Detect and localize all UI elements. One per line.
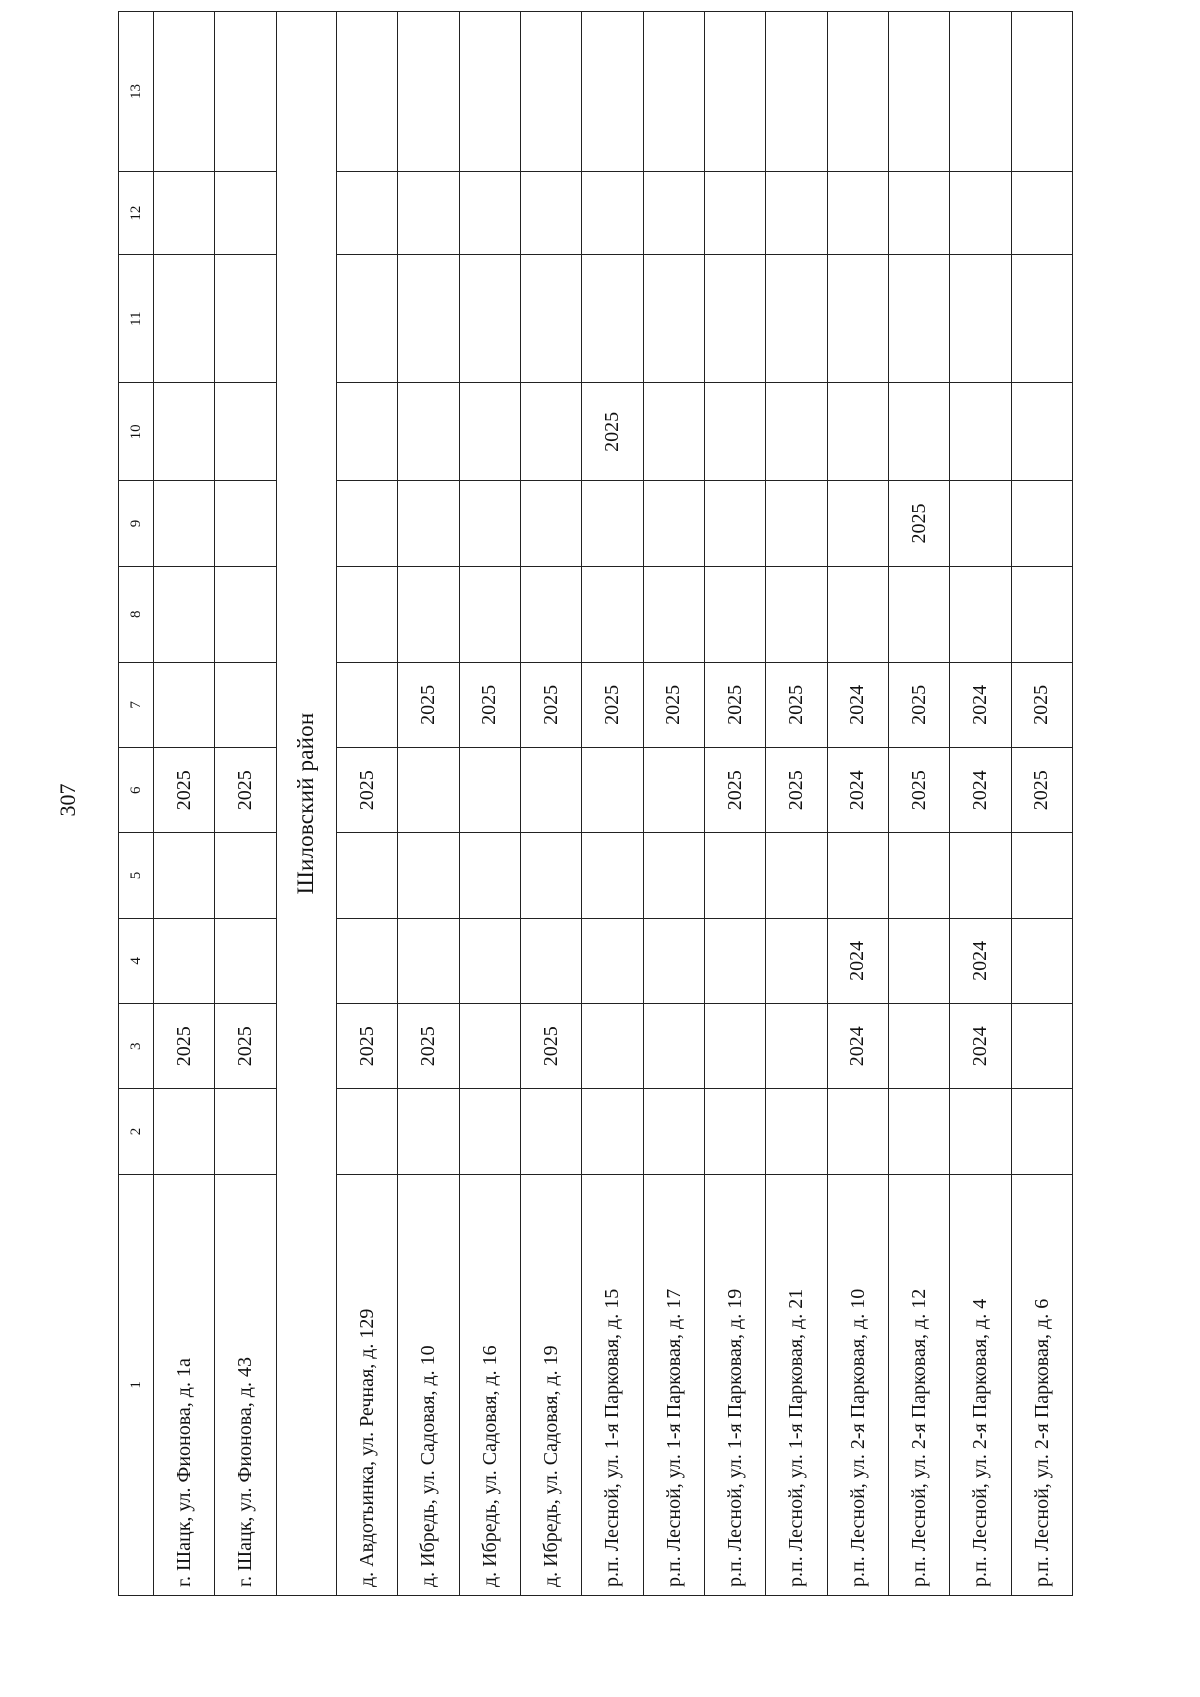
year-cell (337, 918, 398, 1003)
column-number-cell: 2 (119, 1089, 154, 1174)
year-cell (582, 1089, 643, 1174)
year-cell: 2024 (827, 662, 888, 747)
address-cell: р.п. Лесной, ул. 1-я Парковая, д. 15 (582, 1174, 643, 1595)
year-cell (1011, 1004, 1073, 1089)
year-cell (459, 383, 520, 481)
year-cell: 2025 (704, 662, 765, 747)
year-cell (582, 748, 643, 833)
column-number-cell: 8 (119, 566, 154, 662)
year-cell: 2025 (215, 1004, 276, 1089)
table-body (119, 12, 1073, 1596)
table-row (521, 12, 582, 1596)
year-cell: 2025 (459, 662, 520, 747)
table-row (950, 12, 1011, 1596)
year-cell (398, 748, 459, 833)
year-cell (337, 383, 398, 481)
year-cell (337, 172, 398, 255)
year-cell (1011, 172, 1073, 255)
year-cell (1011, 566, 1073, 662)
year-cell (521, 566, 582, 662)
year-cell (154, 383, 215, 481)
year-cell (154, 918, 215, 1003)
year-cell (950, 383, 1011, 481)
year-cell (521, 748, 582, 833)
year-cell (337, 566, 398, 662)
column-number-cell: 3 (119, 1004, 154, 1089)
year-cell (1011, 383, 1073, 481)
year-cell (337, 12, 398, 172)
table-row (827, 12, 888, 1596)
year-cell (215, 12, 276, 172)
year-cell (766, 1089, 827, 1174)
address-cell: д. Ибредь, ул. Садовая, д. 16 (459, 1174, 520, 1595)
year-cell (582, 566, 643, 662)
year-cell (1011, 481, 1073, 566)
year-cell (643, 172, 704, 255)
table-row (154, 12, 215, 1596)
year-cell (215, 566, 276, 662)
year-cell: 2024 (950, 748, 1011, 833)
address-cell: д. Ибредь, ул. Садовая, д. 10 (398, 1174, 459, 1595)
year-cell (766, 12, 827, 172)
year-cell (459, 172, 520, 255)
year-cell: 2025 (337, 748, 398, 833)
year-cell (766, 383, 827, 481)
year-cell (459, 918, 520, 1003)
year-cell (398, 566, 459, 662)
year-cell (827, 833, 888, 918)
year-cell (888, 918, 949, 1003)
year-cell (154, 833, 215, 918)
year-cell (704, 833, 765, 918)
address-cell: р.п. Лесной, ул. 1-я Парковая, д. 17 (643, 1174, 704, 1595)
table-row (704, 12, 765, 1596)
year-cell (643, 255, 704, 383)
year-cell (827, 566, 888, 662)
year-cell: 2024 (827, 748, 888, 833)
year-cell (643, 383, 704, 481)
year-cell (398, 833, 459, 918)
year-cell: 2024 (827, 1004, 888, 1089)
year-cell: 2025 (1011, 748, 1073, 833)
rotated-table-container (118, 11, 1073, 1596)
address-cell: г. Шацк, ул. Фионова, д. 43 (215, 1174, 276, 1595)
year-cell (888, 12, 949, 172)
year-cell: 2025 (215, 748, 276, 833)
year-cell (154, 12, 215, 172)
column-number-cell: 1 (119, 1174, 154, 1595)
year-cell (582, 481, 643, 566)
year-cell (1011, 833, 1073, 918)
year-cell (215, 383, 276, 481)
year-cell (766, 255, 827, 383)
table-row (643, 12, 704, 1596)
year-cell (337, 833, 398, 918)
year-cell (582, 1004, 643, 1089)
year-cell (521, 1089, 582, 1174)
year-cell (950, 255, 1011, 383)
year-cell: 2024 (950, 1004, 1011, 1089)
year-cell (766, 918, 827, 1003)
year-cell (643, 481, 704, 566)
year-cell (950, 481, 1011, 566)
year-cell (459, 1089, 520, 1174)
column-number-cell: 13 (119, 12, 154, 172)
year-cell (643, 1089, 704, 1174)
page-number: 307 (55, 783, 80, 817)
year-cell (582, 12, 643, 172)
year-cell (950, 833, 1011, 918)
year-cell (888, 255, 949, 383)
year-cell (582, 172, 643, 255)
column-number-cell: 10 (119, 383, 154, 481)
year-cell: 2024 (950, 918, 1011, 1003)
year-cell (766, 481, 827, 566)
year-cell: 2025 (337, 1004, 398, 1089)
year-cell (888, 172, 949, 255)
table-row (215, 12, 276, 1596)
district-row (276, 12, 336, 1596)
year-cell (888, 383, 949, 481)
year-cell (154, 1089, 215, 1174)
year-cell: 2025 (888, 481, 949, 566)
year-cell: 2025 (154, 1004, 215, 1089)
year-cell (154, 662, 215, 747)
year-cell (827, 12, 888, 172)
year-cell: 2025 (582, 383, 643, 481)
year-cell (459, 748, 520, 833)
year-cell (398, 383, 459, 481)
year-cell (154, 566, 215, 662)
address-cell: р.п. Лесной, ул. 2-я Парковая, д. 12 (888, 1174, 949, 1595)
year-cell (950, 172, 1011, 255)
year-cell (154, 172, 215, 255)
year-cell (154, 481, 215, 566)
year-cell (215, 481, 276, 566)
year-cell (643, 918, 704, 1003)
year-cell (704, 383, 765, 481)
year-cell (827, 1089, 888, 1174)
year-cell (459, 12, 520, 172)
year-cell (215, 833, 276, 918)
year-cell (521, 172, 582, 255)
year-cell (398, 12, 459, 172)
year-cell (704, 255, 765, 383)
year-cell (827, 481, 888, 566)
address-cell: г. Шацк, ул. Фионова, д. 1а (154, 1174, 215, 1595)
year-cell (1011, 918, 1073, 1003)
year-cell: 2025 (521, 1004, 582, 1089)
year-cell: 2024 (827, 918, 888, 1003)
year-cell: 2025 (398, 1004, 459, 1089)
year-cell (215, 1089, 276, 1174)
year-cell (1011, 1089, 1073, 1174)
table-row (337, 12, 398, 1596)
address-cell: р.п. Лесной, ул. 2-я Парковая, д. 10 (827, 1174, 888, 1595)
year-cell: 2025 (1011, 662, 1073, 747)
year-cell (398, 255, 459, 383)
address-cell: р.п. Лесной, ул. 2-я Парковая, д. 4 (950, 1174, 1011, 1595)
year-cell (521, 255, 582, 383)
year-cell: 2025 (888, 748, 949, 833)
table-row (398, 12, 459, 1596)
year-cell (704, 566, 765, 662)
year-cell (643, 748, 704, 833)
year-cell (582, 255, 643, 383)
table-row (766, 12, 827, 1596)
year-cell (827, 383, 888, 481)
column-number-cell: 7 (119, 662, 154, 747)
address-cell: д. Ибредь, ул. Садовая, д. 19 (521, 1174, 582, 1595)
year-cell (521, 833, 582, 918)
column-number-cell: 4 (119, 918, 154, 1003)
year-cell: 2025 (398, 662, 459, 747)
year-cell (827, 255, 888, 383)
year-cell (337, 662, 398, 747)
year-cell (459, 566, 520, 662)
year-cell (950, 566, 1011, 662)
year-cell (643, 1004, 704, 1089)
column-number-cell: 5 (119, 833, 154, 918)
year-cell (337, 255, 398, 383)
year-cell (888, 566, 949, 662)
year-cell (215, 255, 276, 383)
column-number-cell: 12 (119, 172, 154, 255)
year-cell (643, 566, 704, 662)
year-cell (215, 662, 276, 747)
year-cell (154, 255, 215, 383)
year-cell (521, 12, 582, 172)
year-cell (827, 172, 888, 255)
column-number-cell: 6 (119, 748, 154, 833)
year-cell (521, 481, 582, 566)
address-cell: д. Авдотьинка, ул. Речная, д. 129 (337, 1174, 398, 1595)
year-cell (521, 383, 582, 481)
table-row (888, 12, 949, 1596)
table-row (459, 12, 520, 1596)
year-cell (766, 566, 827, 662)
year-cell (766, 1004, 827, 1089)
column-number-row (119, 12, 154, 1596)
year-cell (521, 918, 582, 1003)
address-cell: р.п. Лесной, ул. 1-я Парковая, д. 21 (766, 1174, 827, 1595)
year-cell (950, 12, 1011, 172)
schedule-table (118, 11, 1073, 1596)
year-cell (398, 481, 459, 566)
table-row (582, 12, 643, 1596)
year-cell: 2025 (766, 662, 827, 747)
year-cell (398, 918, 459, 1003)
year-cell (398, 1089, 459, 1174)
year-cell (459, 481, 520, 566)
table-row (1011, 12, 1073, 1596)
year-cell (459, 833, 520, 918)
year-cell (215, 918, 276, 1003)
year-cell (1011, 255, 1073, 383)
year-cell (1011, 12, 1073, 172)
year-cell (337, 481, 398, 566)
year-cell: 2025 (766, 748, 827, 833)
district-heading: Шиловский район (276, 12, 336, 1596)
year-cell (459, 1004, 520, 1089)
year-cell (704, 172, 765, 255)
year-cell: 2025 (888, 662, 949, 747)
year-cell (704, 918, 765, 1003)
year-cell (337, 1089, 398, 1174)
year-cell (398, 172, 459, 255)
year-cell: 2025 (582, 662, 643, 747)
address-cell: р.п. Лесной, ул. 2-я Парковая, д. 6 (1011, 1174, 1073, 1595)
year-cell (215, 172, 276, 255)
year-cell (582, 833, 643, 918)
year-cell: 2025 (154, 748, 215, 833)
column-number-cell: 11 (119, 255, 154, 383)
year-cell (704, 12, 765, 172)
year-cell (888, 833, 949, 918)
year-cell (950, 1089, 1011, 1174)
year-cell (888, 1089, 949, 1174)
year-cell: 2025 (643, 662, 704, 747)
year-cell (766, 833, 827, 918)
year-cell: 2025 (521, 662, 582, 747)
year-cell (766, 172, 827, 255)
year-cell (704, 1089, 765, 1174)
year-cell (643, 833, 704, 918)
year-cell (704, 481, 765, 566)
year-cell (643, 12, 704, 172)
column-number-cell: 9 (119, 481, 154, 566)
year-cell: 2025 (704, 748, 765, 833)
address-cell: р.п. Лесной, ул. 1-я Парковая, д. 19 (704, 1174, 765, 1595)
year-cell (704, 1004, 765, 1089)
year-cell (582, 918, 643, 1003)
year-cell: 2024 (950, 662, 1011, 747)
year-cell (459, 255, 520, 383)
year-cell (888, 1004, 949, 1089)
